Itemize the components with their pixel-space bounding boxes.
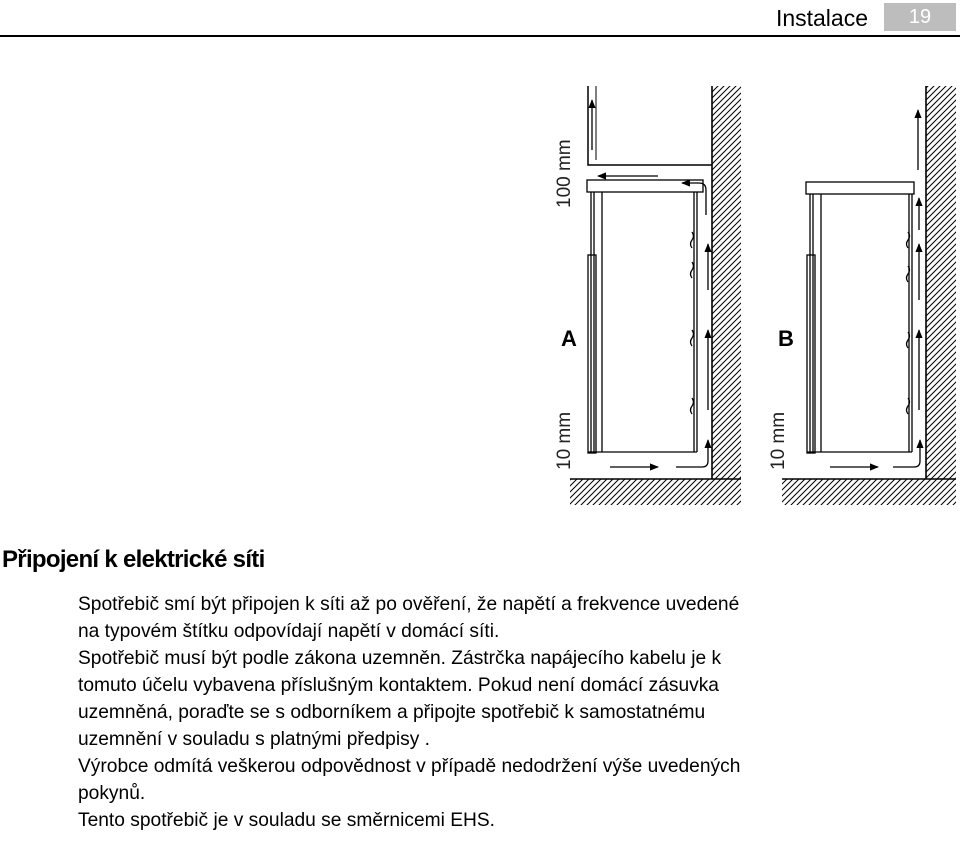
body-line: Tento spotřebič je v souladu se směrnicemi EHS. [78, 810, 495, 831]
installation-b [782, 86, 956, 505]
section-body [78, 591, 958, 834]
label-b: B [778, 326, 794, 351]
body-line: Spotřebič smí být připojen k síti až po ověření, že napětí a frekvence uvedené [78, 594, 740, 615]
body-line: na typovém štítku odpovídají napětí v domácí síti. [78, 621, 500, 642]
cabinet-a [588, 86, 712, 165]
floor-a [570, 479, 741, 505]
body-line: tomuto účelu vybavena příslušným kontaktem. Pokud není domácí zásuvka [78, 675, 719, 696]
installation-a [570, 86, 741, 505]
airflow-arrows-b [830, 110, 920, 467]
wall-b [926, 86, 956, 479]
dimension-bottom-b: 10 mm [768, 411, 789, 470]
section-heading: Připojení k elektrické síti [2, 546, 265, 573]
wall-a [712, 86, 741, 479]
dimension-top-a: 100 mm [554, 139, 575, 208]
dimension-bottom-a: 10 mm [554, 411, 575, 470]
body-line: Výrobce odmítá veškerou odpovědnost v případě nedodržení výše uvedených [78, 756, 741, 777]
body-line: uzemněná, poraďte se s odborníkem a připojte spotřebič k samostatnému [78, 702, 706, 723]
body-line: Spotřebič musí být podle zákona uzemněn. Zástrčka napájecího kabelu je k [78, 648, 722, 669]
header-title: Instalace [775, 5, 868, 31]
label-a: A [561, 326, 577, 351]
fridge-b [806, 182, 914, 453]
body-line: pokynů. [78, 783, 146, 804]
body-line: uzemnění v souladu s platnými předpisy . [78, 729, 430, 750]
page-number-badge: 19 [884, 3, 956, 31]
fridge-a [587, 180, 703, 453]
floor-b [782, 479, 956, 505]
